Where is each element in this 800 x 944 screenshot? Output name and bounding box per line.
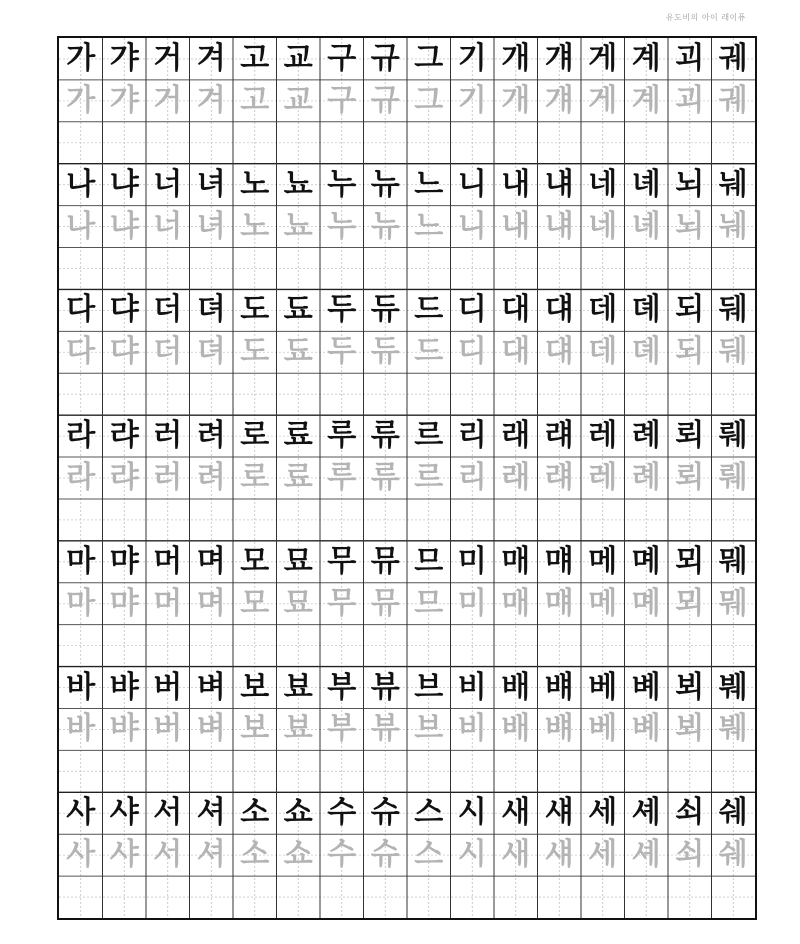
- glyph-trace: 버: [153, 711, 183, 747]
- glyph-model: 댜: [109, 292, 139, 328]
- glyph-trace: 묘: [283, 585, 313, 621]
- glyph-model: 게: [588, 40, 618, 76]
- glyph-model: 뢰: [675, 418, 705, 454]
- glyph-trace: 르: [414, 459, 444, 495]
- glyph-model: 냐: [109, 166, 139, 202]
- glyph-model: 듀: [370, 292, 400, 328]
- glyph-model: 세: [588, 795, 618, 831]
- glyph-model: 댸: [544, 292, 574, 328]
- glyph-trace: 네: [588, 208, 618, 244]
- glyph-model: 도: [240, 292, 270, 328]
- glyph-trace: 모: [240, 585, 270, 621]
- glyph-model: 스: [414, 795, 444, 831]
- glyph-trace: 뮤: [370, 585, 400, 621]
- glyph-trace: 뎌: [196, 334, 226, 370]
- glyph-trace: 베: [588, 711, 618, 747]
- glyph-trace: 규: [370, 82, 400, 118]
- glyph-trace: 나: [66, 208, 96, 244]
- glyph-model: 계: [631, 40, 661, 76]
- glyph-model: 럐: [544, 418, 574, 454]
- glyph-trace: 뷰: [370, 711, 400, 747]
- glyph-model: 섀: [544, 795, 574, 831]
- glyph-trace: 뢰: [675, 459, 705, 495]
- glyph-model: 걔: [544, 40, 574, 76]
- glyph-trace: 몌: [631, 585, 661, 621]
- glyph-model: 다: [66, 292, 96, 328]
- glyph-model: 몌: [631, 543, 661, 579]
- glyph-model: 뱨: [544, 669, 574, 705]
- glyph-model: 고: [240, 40, 270, 76]
- glyph-trace: 거: [153, 82, 183, 118]
- glyph-trace: 갸: [109, 82, 139, 118]
- glyph-model: 샤: [109, 795, 139, 831]
- glyph-model: 매: [501, 543, 531, 579]
- glyph-model: 소: [240, 795, 270, 831]
- glyph-model: 뮤: [370, 543, 400, 579]
- glyph-trace: 수: [327, 837, 357, 873]
- glyph-model: 쇼: [283, 795, 313, 831]
- glyph-trace: 누: [327, 208, 357, 244]
- glyph-trace: 되: [675, 334, 705, 370]
- glyph-model: 디: [457, 292, 487, 328]
- glyph-trace: 매: [501, 585, 531, 621]
- glyph-trace: 래: [501, 459, 531, 495]
- glyph-trace: 그: [414, 82, 444, 118]
- glyph-model: 겨: [196, 40, 226, 76]
- glyph-trace: 댸: [544, 334, 574, 370]
- glyph-model: 붸: [718, 669, 748, 705]
- glyph-model: 녜: [631, 166, 661, 202]
- glyph-model: 내: [501, 166, 531, 202]
- glyph-model: 료: [283, 418, 313, 454]
- glyph-trace: 루: [327, 459, 357, 495]
- glyph-trace: 댜: [109, 334, 139, 370]
- glyph-trace: 계: [631, 82, 661, 118]
- glyph-trace: 볘: [631, 711, 661, 747]
- glyph-trace: 므: [414, 585, 444, 621]
- glyph-trace: 배: [501, 711, 531, 747]
- glyph-trace: 마: [66, 585, 96, 621]
- glyph-model: 쉐: [718, 795, 748, 831]
- glyph-trace: 궤: [718, 82, 748, 118]
- glyph-model: 개: [501, 40, 531, 76]
- glyph-model: 뉴: [370, 166, 400, 202]
- glyph-model: 버: [153, 669, 183, 705]
- glyph-trace: 뒈: [718, 334, 748, 370]
- glyph-model: 사: [66, 795, 96, 831]
- glyph-trace: 미: [457, 585, 487, 621]
- glyph-model: 메: [588, 543, 618, 579]
- glyph-trace: 리: [457, 459, 487, 495]
- glyph-trace: 개: [501, 82, 531, 118]
- glyph-trace: 례: [631, 459, 661, 495]
- glyph-trace: 더: [153, 334, 183, 370]
- glyph-model: 비: [457, 669, 487, 705]
- glyph-trace: 뫼: [675, 585, 705, 621]
- glyph-model: 됴: [283, 292, 313, 328]
- glyph-model: 보: [240, 669, 270, 705]
- glyph-trace: 셔: [196, 837, 226, 873]
- glyph-trace: 바: [66, 711, 96, 747]
- glyph-model: 셔: [196, 795, 226, 831]
- glyph-model: 슈: [370, 795, 400, 831]
- glyph-trace: 비: [457, 711, 487, 747]
- glyph-model: 뵤: [283, 669, 313, 705]
- glyph-model: 뫼: [675, 543, 705, 579]
- glyph-trace: 눼: [718, 208, 748, 244]
- glyph-model: 셰: [631, 795, 661, 831]
- glyph-trace: 랴: [109, 459, 139, 495]
- glyph-trace: 뇨: [283, 208, 313, 244]
- glyph-model: 니: [457, 166, 487, 202]
- glyph-trace: 냬: [544, 208, 574, 244]
- glyph-model: 그: [414, 40, 444, 76]
- glyph-trace: 다: [66, 334, 96, 370]
- glyph-model: 뇨: [283, 166, 313, 202]
- glyph-model: 교: [283, 40, 313, 76]
- glyph-trace: 소: [240, 837, 270, 873]
- glyph-trace: 스: [414, 837, 444, 873]
- glyph-model: 되: [675, 292, 705, 328]
- glyph-trace: 류: [370, 459, 400, 495]
- glyph-trace: 먜: [544, 585, 574, 621]
- page-header: 유도비의 아이 래이퓨: [665, 13, 746, 22]
- glyph-trace: 쉐: [718, 837, 748, 873]
- glyph-model: 베: [588, 669, 618, 705]
- glyph-trace: 뵤: [283, 711, 313, 747]
- glyph-model: 규: [370, 40, 400, 76]
- glyph-trace: 고: [240, 82, 270, 118]
- glyph-trace: 뇌: [675, 208, 705, 244]
- glyph-model: 더: [153, 292, 183, 328]
- glyph-model: 뎨: [631, 292, 661, 328]
- glyph-trace: 걔: [544, 82, 574, 118]
- glyph-model: 데: [588, 292, 618, 328]
- glyph-model: 므: [414, 543, 444, 579]
- glyph-trace: 녜: [631, 208, 661, 244]
- glyph-model: 쇠: [675, 795, 705, 831]
- glyph-trace: 부: [327, 711, 357, 747]
- glyph-model: 새: [501, 795, 531, 831]
- glyph-model: 먜: [544, 543, 574, 579]
- glyph-trace: 겨: [196, 82, 226, 118]
- glyph-model: 냬: [544, 166, 574, 202]
- glyph-model: 볘: [631, 669, 661, 705]
- glyph-trace: 사: [66, 837, 96, 873]
- glyph-trace: 드: [414, 334, 444, 370]
- glyph-trace: 샤: [109, 837, 139, 873]
- glyph-trace: 섀: [544, 837, 574, 873]
- glyph-trace: 가: [66, 82, 96, 118]
- glyph-trace: 보: [240, 711, 270, 747]
- glyph-model: 려: [196, 418, 226, 454]
- glyph-model: 너: [153, 166, 183, 202]
- glyph-trace: 먀: [109, 585, 139, 621]
- glyph-trace: 머: [153, 585, 183, 621]
- glyph-trace: 뵈: [675, 711, 705, 747]
- glyph-model: 러: [153, 418, 183, 454]
- glyph-model: 래: [501, 418, 531, 454]
- glyph-trace: 너: [153, 208, 183, 244]
- glyph-trace: 로: [240, 459, 270, 495]
- glyph-trace: 도: [240, 334, 270, 370]
- glyph-trace: 쇼: [283, 837, 313, 873]
- glyph-model: 로: [240, 418, 270, 454]
- glyph-trace: 디: [457, 334, 487, 370]
- glyph-model: 르: [414, 418, 444, 454]
- glyph-trace: 료: [283, 459, 313, 495]
- practice-sheet: [57, 36, 757, 920]
- glyph-model: 뭬: [718, 543, 748, 579]
- glyph-trace: 구: [327, 82, 357, 118]
- glyph-model: 거: [153, 40, 183, 76]
- glyph-trace: 기: [457, 82, 487, 118]
- glyph-trace: 라: [66, 459, 96, 495]
- glyph-trace: 게: [588, 82, 618, 118]
- glyph-model: 궤: [718, 40, 748, 76]
- glyph-trace: 두: [327, 334, 357, 370]
- glyph-trace: 뱨: [544, 711, 574, 747]
- glyph-trace: 됴: [283, 334, 313, 370]
- glyph-trace: 셰: [631, 837, 661, 873]
- glyph-trace: 러: [153, 459, 183, 495]
- glyph-model: 브: [414, 669, 444, 705]
- glyph-model: 벼: [196, 669, 226, 705]
- glyph-model: 뎌: [196, 292, 226, 328]
- glyph-model: 가: [66, 40, 96, 76]
- glyph-trace: 며: [196, 585, 226, 621]
- glyph-model: 머: [153, 543, 183, 579]
- glyph-model: 배: [501, 669, 531, 705]
- glyph-model: 대: [501, 292, 531, 328]
- glyph-model: 기: [457, 40, 487, 76]
- glyph-model: 며: [196, 543, 226, 579]
- glyph-model: 라: [66, 418, 96, 454]
- glyph-trace: 브: [414, 711, 444, 747]
- glyph-model: 뒈: [718, 292, 748, 328]
- glyph-trace: 시: [457, 837, 487, 873]
- glyph-model: 두: [327, 292, 357, 328]
- glyph-model: 뵈: [675, 669, 705, 705]
- glyph-model: 리: [457, 418, 487, 454]
- glyph-model: 느: [414, 166, 444, 202]
- glyph-model: 례: [631, 418, 661, 454]
- glyph-model: 레: [588, 418, 618, 454]
- glyph-trace: 내: [501, 208, 531, 244]
- glyph-model: 뷰: [370, 669, 400, 705]
- glyph-model: 랴: [109, 418, 139, 454]
- glyph-trace: 무: [327, 585, 357, 621]
- glyph-trace: 럐: [544, 459, 574, 495]
- glyph-trace: 새: [501, 837, 531, 873]
- glyph-model: 무: [327, 543, 357, 579]
- glyph-trace: 벼: [196, 711, 226, 747]
- glyph-model: 미: [457, 543, 487, 579]
- glyph-trace: 교: [283, 82, 313, 118]
- glyph-trace: 슈: [370, 837, 400, 873]
- glyph-model: 구: [327, 40, 357, 76]
- glyph-model: 부: [327, 669, 357, 705]
- glyph-trace: 세: [588, 837, 618, 873]
- glyph-trace: 쇠: [675, 837, 705, 873]
- glyph-trace: 레: [588, 459, 618, 495]
- glyph-trace: 노: [240, 208, 270, 244]
- glyph-trace: 니: [457, 208, 487, 244]
- glyph-trace: 느: [414, 208, 444, 244]
- glyph-trace: 데: [588, 334, 618, 370]
- glyph-model: 바: [66, 669, 96, 705]
- glyph-model: 네: [588, 166, 618, 202]
- glyph-model: 눼: [718, 166, 748, 202]
- glyph-trace: 뤠: [718, 459, 748, 495]
- glyph-trace: 냐: [109, 208, 139, 244]
- glyph-model: 뇌: [675, 166, 705, 202]
- glyph-model: 먀: [109, 543, 139, 579]
- glyph-model: 노: [240, 166, 270, 202]
- glyph-model: 시: [457, 795, 487, 831]
- glyph-trace: 녀: [196, 208, 226, 244]
- glyph-trace: 괴: [675, 82, 705, 118]
- glyph-trace: 뎨: [631, 334, 661, 370]
- glyph-trace: 대: [501, 334, 531, 370]
- glyph-model: 나: [66, 166, 96, 202]
- glyph-trace: 듀: [370, 334, 400, 370]
- glyph-trace: 메: [588, 585, 618, 621]
- glyph-trace: 뉴: [370, 208, 400, 244]
- glyph-model: 괴: [675, 40, 705, 76]
- glyph-trace: 서: [153, 837, 183, 873]
- glyph-model: 모: [240, 543, 270, 579]
- glyph-model: 수: [327, 795, 357, 831]
- glyph-trace: 려: [196, 459, 226, 495]
- glyph-model: 루: [327, 418, 357, 454]
- glyph-model: 류: [370, 418, 400, 454]
- glyph-trace: 뭬: [718, 585, 748, 621]
- glyph-trace: 뱌: [109, 711, 139, 747]
- glyph-model: 뱌: [109, 669, 139, 705]
- glyph-model: 마: [66, 543, 96, 579]
- glyph-model: 갸: [109, 40, 139, 76]
- glyph-model: 누: [327, 166, 357, 202]
- glyph-model: 녀: [196, 166, 226, 202]
- glyph-model: 서: [153, 795, 183, 831]
- glyph-trace: 붸: [718, 711, 748, 747]
- glyph-model: 드: [414, 292, 444, 328]
- glyph-model: 묘: [283, 543, 313, 579]
- glyph-model: 뤠: [718, 418, 748, 454]
